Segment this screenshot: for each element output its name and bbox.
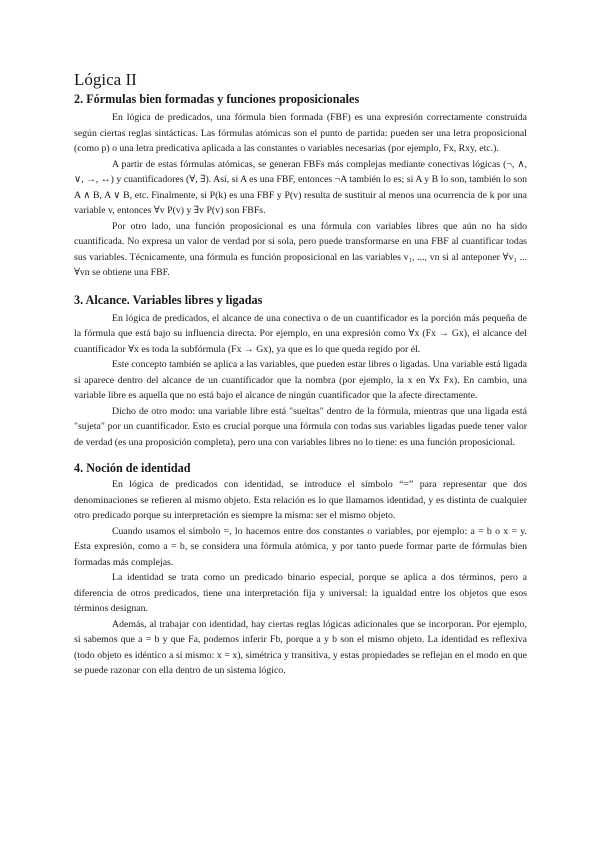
paragraph: Por otro lado, una función proposicional es una fórmula con variables libres que aún no ha sido cuantificada. No expresa un valor de verdad por sí sola, pero puede transformarse en una FBF al cuantificar todas sus variables. Técnicamente, una fórmula es función proposicional en las variables v₁, ..., vn si al anteponer ∀v₁ ... ∀vn se obtiene una FBF. <box>74 220 527 278</box>
paragraph: En lógica de predicados con identidad, se introduce el símbolo “=” para representar que dos denominaciones se refieren al mismo objeto. Esta relación es lo que llamamos identidad, y es distinta de cualquier otro predicado porque su interpretación es siempre la misma: ser el mismo objeto. <box>74 479 527 521</box>
paragraph: Cuando usamos el símbolo =, lo hacemos entre dos constantes o variables, por ejemplo: a = b o x = y. Esta expresión, como a = b, se considera una fórmula atómica, y por tanto puede formar parte de fórmulas bien formadas más complejas. <box>74 525 527 568</box>
paragraph: La identidad se trata como un predicado binario especial, porque se aplica a dos términos, pero a diferencia de otros predicados, tiene una interpretación fija y universal: la igualdad entre los objetos que esos términos designan. <box>74 572 527 614</box>
section-heading: 2. Fórmulas bien formadas y funciones proposicionales <box>74 92 360 106</box>
section-heading: 4. Noción de identidad <box>74 461 191 475</box>
paragraph: En lógica de predicados, una fórmula bien formada (FBF) es una expresión correctamente construida según ciertas reglas sintácticas. Las fórmulas atómicas son el punto de partida: pueden ser una letra proposicional (como p) o una letra predicativa aplicada a las constantes o variables necesarias (por ejemplo, Fx, Rxy, etc.). <box>74 112 527 154</box>
section-alcance <box>74 293 527 451</box>
document-title: Lógica II <box>74 70 137 89</box>
paragraph: Este concepto también se aplica a las variables, que pueden estar libres o ligadas. Una variable está ligada si aparece dentro del alcance de un cuantificador que la nombra (por ejemplo, la x en ∀x Fx). En cambio, una variable libre es aquella que no está bajo el alcance de ningún cuantificador que la afecte directamente. <box>74 359 527 401</box>
section-identidad <box>74 461 527 679</box>
paragraph: Dicho de otro modo: una variable libre está "sueltas" dentro de la fórmula, mientras que una ligada está "sujeta" por un cuantificador. Esto es crucial porque una fórmula con todas sus variables ligadas puede tener valor de verdad (es una proposición completa), pero una con variables libres no lo tiene: es una función proposicional. <box>74 405 527 448</box>
paragraph: En lógica de predicados, el alcance de una conectiva o de un cuantificador es la porción más pequeña de la fórmula que está bajo su influencia directa. Por ejemplo, en una expresión como ∀x (Fx → Gx), el alcance del cuantificador ∀x es toda la subfórmula (Fx → Gx), ya que es lo que queda regido por él. <box>74 312 527 355</box>
section-formulas <box>74 92 527 281</box>
section-heading: 3. Alcance. Variables libres y ligadas <box>74 292 263 307</box>
paragraph: Además, al trabajar con identidad, hay ciertas reglas lógicas adicionales que se incorporan. Por ejemplo, si sabemos que a = b y que Fa, podemos inferir Fb, porque a y b son el mismo objeto. La identidad es reflexiva (todo objeto es idéntico a sí mismo: x = x), simétrica y transitiva, y estas propiedades se reflejan en el modo en que se puede razonar con ella dentro de un sistema lógico. <box>74 618 527 676</box>
paragraph: A partir de estas fórmulas atómicas, se generan FBFs más complejas mediante conectivas lógicas (¬, ∧, ∨, →, ↔) y cuantificadores (∀, ∃). Así, si A es una FBF, entonces ¬A también lo es; si A y B lo son, también lo son A ∧ B, A ∨ B, etc. Finalmente, si P(k) es una FBF y P(v) resulta de sustituir al menos una ocurrencia de k por una variable v, entonces ∀v P(v) y ∃v P(v) son FBFs. <box>74 158 527 216</box>
